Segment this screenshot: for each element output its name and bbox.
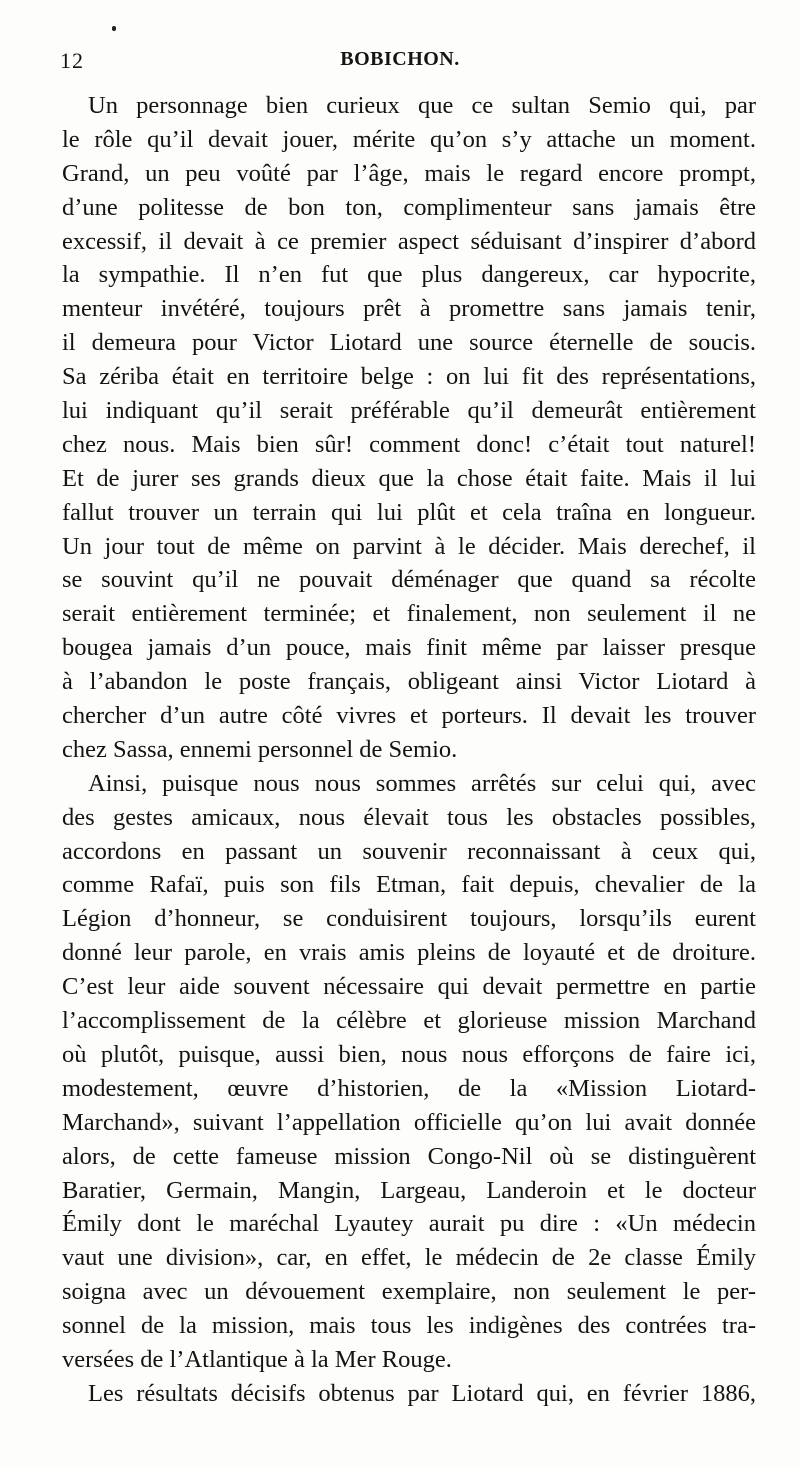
page-number: 12	[60, 48, 84, 73]
text-line: bougea jamais d’un pouce, mais finit même par laisser presque	[62, 634, 756, 662]
running-title: BOBICHON.	[340, 48, 460, 70]
text-line: Et de jurer ses grands dieux que la chose était faite. Mais il lui	[62, 464, 756, 492]
text-line: la sympathie. Il n’en fut que plus dangereux, car hypocrite,	[62, 261, 756, 289]
text-line: à l’abandon le poste français, obligeant ainsi Victor Liotard à	[62, 668, 756, 696]
text-line: vaut une division», car, en effet, le médecin de 2e classe Émily	[62, 1244, 756, 1272]
text-line: comme Rafaï, puis son fils Etman, fait depuis, chevalier de la	[62, 871, 756, 899]
text-line: Ainsi, puisque nous nous sommes arrêtés sur celui qui, avec	[88, 769, 756, 797]
text-line: chez nous. Mais bien sûr! comment donc! c’était tout naturel!	[62, 430, 756, 458]
text-line: chez Sassa, ennemi personnel de Semio.	[62, 735, 458, 763]
page-header	[60, 48, 740, 78]
text-line: Grand, un peu voûté par l’âge, mais le regard encore prompt,	[62, 159, 756, 187]
text-line: Baratier, Germain, Mangin, Largeau, Landeroin et le docteur	[62, 1176, 756, 1204]
text-line: accordons en passant un souvenir reconnaissant à ceux qui,	[62, 837, 756, 865]
text-line: soigna avec un dévouement exemplaire, non seulement le per-	[62, 1278, 756, 1306]
text-line: lui indiquant qu’il serait préférable qu’il demeurât entièrement	[62, 397, 756, 425]
text-line: Émily dont le maréchal Lyautey aurait pu dire : «Un médecin	[62, 1210, 756, 1238]
text-line: Les résultats décisifs obtenus par Liotard qui, en février 1886,	[88, 1379, 756, 1407]
text-line: Sa zériba était en territoire belge : on lui fit des représentations,	[62, 363, 756, 391]
text-line: chercher d’un autre côté vivres et porteurs. Il devait les trouver	[62, 702, 756, 730]
text-line: sonnel de la mission, mais tous les indigènes des contrées tra-	[62, 1312, 756, 1340]
text-line: Un personnage bien curieux que ce sultan Semio qui, par	[88, 92, 756, 119]
text-line: où plutôt, puisque, aussi bien, nous nous efforçons de faire ici,	[62, 1040, 756, 1068]
body-text	[62, 89, 756, 1411]
text-line: l’accomplissement de la célèbre et glorieuse mission Marchand	[62, 1007, 756, 1035]
text-line: menteur invétéré, toujours prêt à promettre sans jamais tenir,	[62, 295, 756, 323]
text-line: versées de l’Atlantique à la Mer Rouge.	[62, 1345, 452, 1373]
text-line: des gestes amicaux, nous élevait tous les obstacles possibles,	[62, 803, 756, 831]
text-line: excessif, il devait à ce premier aspect séduisant d’inspirer d’abord	[62, 227, 756, 255]
text-line: il demeura pour Victor Liotard une source éternelle de soucis.	[62, 329, 756, 357]
text-line: le rôle qu’il devait jouer, mérite qu’on s’y attache un moment.	[62, 125, 756, 153]
text-line: serait entièrement terminée; et finalement, non seulement il ne	[62, 600, 756, 628]
text-line: se souvint qu’il ne pouvait déménager que quand sa récolte	[62, 566, 756, 594]
print-speck	[112, 26, 116, 31]
text-line: alors, de cette fameuse mission Congo-Nil où se distinguèrent	[62, 1142, 756, 1170]
text-line: Marchand», suivant l’appellation officielle qu’on lui avait donnée	[62, 1108, 756, 1136]
text-line: modestement, œuvre d’historien, de la «Mission Liotard-	[62, 1074, 756, 1102]
text-line: Un jour tout de même on parvint à le décider. Mais derechef, il	[62, 532, 756, 560]
text-line: Légion d’honneur, se conduisirent toujours, lorsqu’ils eurent	[62, 905, 756, 933]
text-line: d’une politesse de bon ton, complimenteur sans jamais être	[62, 193, 756, 221]
text-line: fallut trouver un terrain qui lui plût et cela traîna en longueur.	[62, 498, 756, 526]
text-line: C’est leur aide souvent nécessaire qui devait permettre en partie	[62, 973, 756, 1001]
text-line: donné leur parole, en vrais amis pleins de loyauté et de droiture.	[62, 939, 756, 967]
